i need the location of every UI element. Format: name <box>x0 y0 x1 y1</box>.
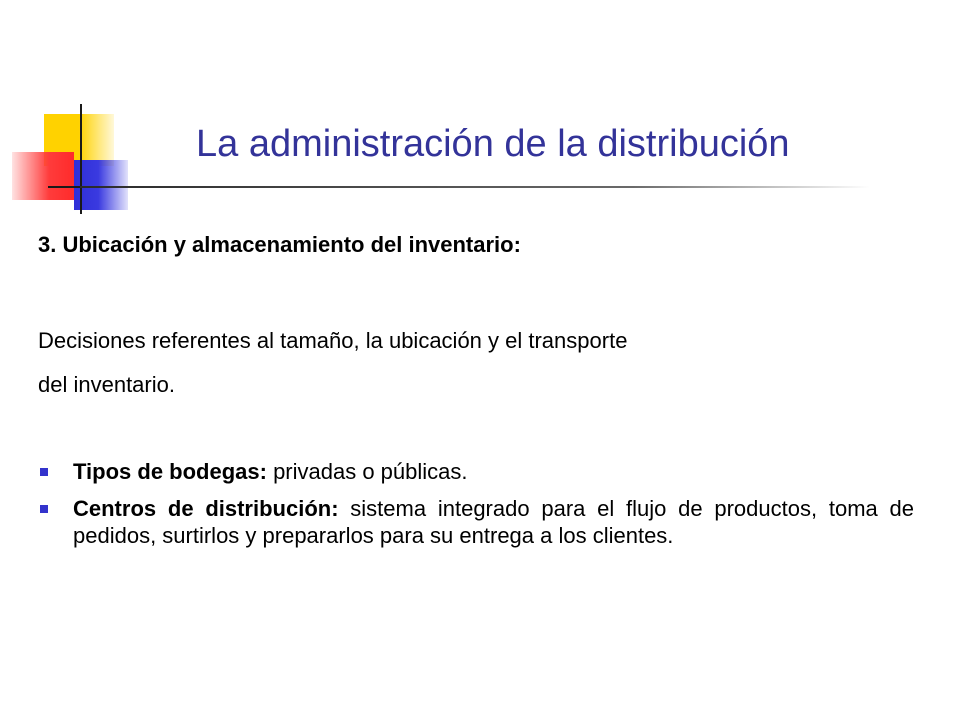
square-bullet-icon <box>40 505 48 513</box>
bullet-term: Centros de distribución: <box>73 496 339 521</box>
bullet-list <box>38 458 914 559</box>
title-underline <box>80 186 870 188</box>
paragraph-line-2: del inventario. <box>38 372 175 397</box>
bullet-term: Tipos de bodegas: <box>73 459 267 484</box>
red-square-decoration <box>12 152 74 200</box>
description-paragraph <box>38 319 898 407</box>
blue-square-decoration <box>74 160 128 210</box>
slide-title: La administración de la distribución <box>196 123 790 165</box>
bullet-item-tipos-de-bodegas <box>38 458 914 485</box>
section-heading: 3. Ubicación y almacenamiento del inventario: <box>38 232 521 257</box>
vertical-line-decoration <box>80 104 82 214</box>
bullet-item-centros-de-distribucion <box>38 495 914 549</box>
bullet-text: privadas o públicas. <box>266 459 468 484</box>
paragraph-line-1: Decisiones referentes al tamaño, la ubicación y el transporte <box>38 328 628 353</box>
bullet-text: sistema integrado para el flujo de productos, toma de pedidos, surtirlos y prepararlos para su entrega a los clientes. <box>73 496 914 548</box>
square-bullet-icon <box>40 468 48 476</box>
